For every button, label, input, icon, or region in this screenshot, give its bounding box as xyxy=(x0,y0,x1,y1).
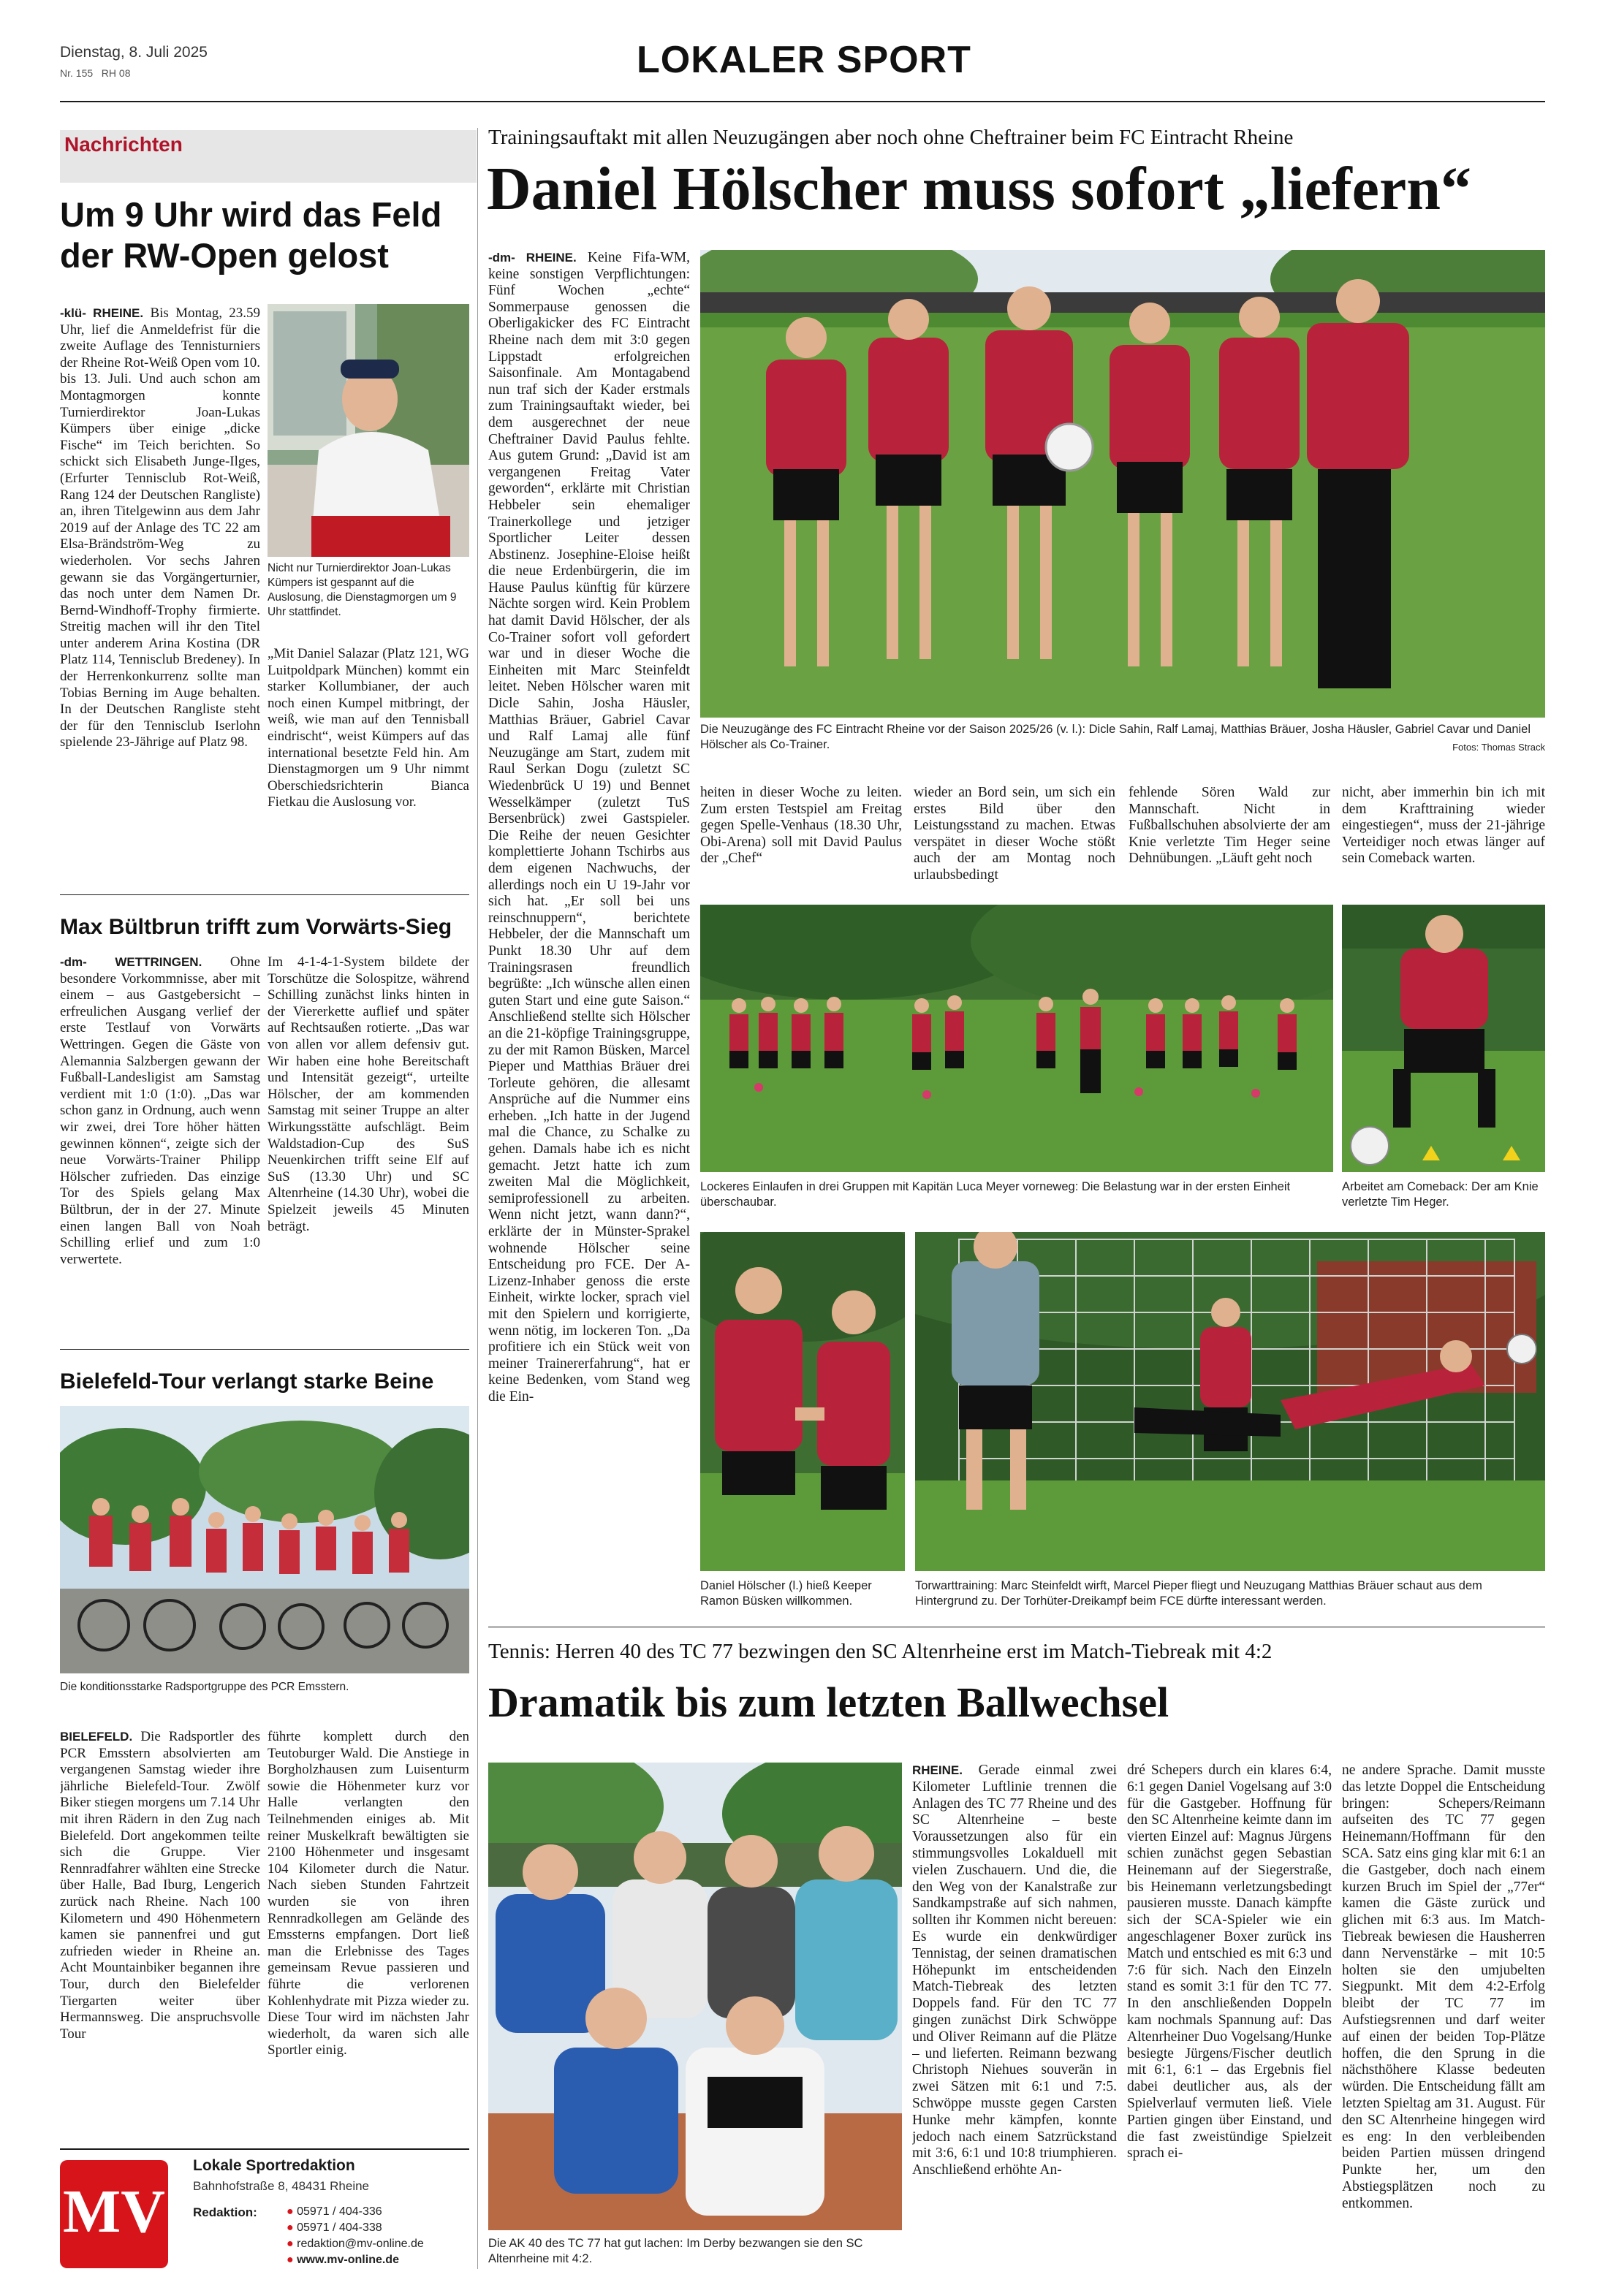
rule-rw-max xyxy=(60,894,469,895)
photo4-caption: Daniel Hölscher (l.) hieß Keeper Ramon Büsken willkommen. xyxy=(700,1579,872,1608)
main-text-col1 xyxy=(488,250,690,1613)
tour-photo-cyclists xyxy=(60,1406,469,1673)
main-text-col2: heiten in dieser Woche zu leiten. Zum ersten Testspiel am Freitag gegen Spelle-Venhaus (18.30 Uhr, Obi-Arena) soll mit David Paulus der „Chef“ xyxy=(700,785,902,867)
max-body-a: Ohne besondere Vorkommnisse, aber mit einem – aus Gastgebersicht – erfreulichen Ausgang verlief der erste Testlauf von Vorwärts Wettringen. Gegen die Gäste von Alemannia Salzbergen gewann der Fußball-Landesligist am Samstag verdient mit 1:0 (1:0). „Das war schon ganz in Ordnung, auch wenn wir zwei, drei Tore höher hätten gewinnen können“, zeigte sich der neue Vorwärts-Trainer Philipp Hölscher zufrieden. Das einzige Tor des Spiels gelang Max Bültbrun, der in der 27. Minute einen langen Ball von Noah Schilling erlief und zum 1:0 verwertete. xyxy=(60,954,260,1267)
mv-logo: MV xyxy=(60,2160,168,2268)
main-headline: Daniel Hölscher muss sofort „liefern“ xyxy=(487,155,1471,223)
tennis-body-col1: Gerade einmal zwei Kilometer Luftlinie trennen die Anlagen des TC 77 Rheine und des SC Altenrheine – beste Voraussetzungen also für ein stimmungsvolles Lokalduell mit vielen Zuschauern. Und die, die den Weg von der Kanalstraße zur Sandkampstraße auf sich nahmen, sollten ihr Kommen nicht bereuen: Es wurde ein denkwürdiger Tennistag, der seinen dramatischen Höhepunkt im entscheidenden Match-Tiebreak des letzten Doppels fand. Für den TC 77 gingen zunächst Dirk Schwöppe und Oliver Reimann auf die Plätze – und lieferten. Reimann bezwang Christoph Niehues souverän in zwei Sätzen mit 6:1 und 7:5. Schwöppe musste gegen Carsten Hunke mehr kämpfen, konnte jedoch nach einem Satzrückstand mit 3:6, 6:1 und 10:8 triumphieren. Anschließend erhöhte An- xyxy=(912,1763,1117,2178)
tour-body-a: Die Radsportler des PCR Emsstern absolvierten am vergangenen Samstag wieder ihre jährliche Bielefeld-Tour. Zwölf Biker stiegen morgens um 7.14 Uhr mit ihren Rädern in den Zug nach Bielefeld. Dort angekommen teilte sich die Gruppe. Vier Rennradfahrer wählten eine Strecke über Halle, Bad Iburg, Lengerich zurück nach Rheine. Nach 100 Kilometern und 490 Höhenmetern kamen sie pannenfrei und gut zufrieden wieder in Rheine an. Acht Mountainbiker begannen ihre Tour, durch den Bielefelder Tiergarten weiter über Hermannsweg. Die anspruchsvolle Tour xyxy=(60,1729,260,2042)
rw-open-text-b: „Mit Daniel Salazar (Platz 121, WG Luitpoldpark München) kommt ein starker Kollumbianer, der auch noch einen Kumpel mitbringt, der weiß, wie man auf den Tennisball eindrischt“, weist Kümpers auf das international besetzte Feld hin. Am Dienstagmorgen um 9 Uhr nimmt Oberschiedsrichterin Bianca Fietkau die Auslosung vor. xyxy=(268,646,469,810)
header-date: Dienstag, 8. Juli 2025 xyxy=(60,44,208,61)
phone-icon: ● xyxy=(287,2205,297,2218)
rule-contact xyxy=(60,2148,469,2150)
main-text-col3: wieder an Bord sein, um sich ein erstes Bild über den Leistungsstand zu machen. Etwas verspätet in dieser Woche stößt auch der am Montag noch urlaubsbedingt xyxy=(914,785,1115,883)
contact-label: Redaktion: xyxy=(193,2205,257,2219)
contact-email[interactable]: ● redaktion@mv-online.de xyxy=(287,2238,424,2250)
main-text-col5: nicht, aber immerhin bin ich mit dem Krafttraining wieder eingestiegen“, muss der 21-jährige Verteidiger noch etwas länger auf sein Comeback warten. xyxy=(1342,785,1545,867)
photo1-caption: Die Neuzugänge des FC Eintracht Rheine vor der Saison 2025/26 (v. l.): Dicle Sahin, Ralf Lamaj, Matthias Bräuer, Josha Häusler, Gabriel Cavar und Daniel Hölscher als Co-Trainer. xyxy=(700,723,1531,751)
tennis-headline: Dramatik bis zum letzten Ballwechsel xyxy=(488,1679,1169,1726)
photo5-caption: Torwarttraining: Marc Steinfeldt wirft, Marcel Pieper fliegt und Neuzugang Matthias Bräuer schaut aus dem Hintergrund zu. Der Torhüter-Dreikampf beim FCE dürfte interessant werden. xyxy=(915,1579,1482,1608)
max-headline: Max Bültbrun trifft zum Vorwärts-Sieg xyxy=(60,915,452,939)
contact-web[interactable]: ● www.mv-online.de xyxy=(287,2254,399,2266)
tennis-text-col1 xyxy=(912,1763,1117,2268)
rw-open-text-a xyxy=(60,305,260,875)
contact-details xyxy=(287,2204,424,2268)
max-text-a xyxy=(60,954,260,1320)
photo3-caption: Arbeitet am Comeback: Der am Knie verletzte Tim Heger. xyxy=(1342,1180,1539,1209)
column-divider xyxy=(477,128,478,2269)
rw-dateline: -klü- RHEINE. xyxy=(60,306,144,320)
photo2-caption: Lockeres Einlaufen in drei Gruppen mit Kapitän Luca Meyer vorneweg: Die Belastung war in der ersten Einheit überschaubar. xyxy=(700,1180,1291,1209)
photo1-credit: Fotos: Thomas Strack xyxy=(1452,742,1545,753)
contact-phone-2[interactable]: ● 05971 / 404-338 xyxy=(287,2221,382,2234)
tour-dateline: BIELEFELD. xyxy=(60,1730,133,1744)
photo-goalkeeper-training xyxy=(915,1232,1545,1571)
section-title: LOKALER SPORT xyxy=(637,39,971,81)
rule-max-tour xyxy=(60,1349,469,1350)
globe-icon: ● xyxy=(287,2254,297,2266)
main-kicker: Trainingsauftakt mit allen Neuzugängen aber noch ohne Cheftrainer beim FC Eintracht Rheine xyxy=(488,126,1294,149)
main-text-col4: fehlende Sören Wald zur Mannschaft. Nicht in Fußballschuhen absolvierte der am Knie verletzte Tim Heger seine Dehnübungen. „Läuft geht noch xyxy=(1129,785,1330,867)
rw-open-headline: Um 9 Uhr wird das Feld der RW-Open gelost xyxy=(60,195,442,275)
rw-photo-kuempers xyxy=(268,304,469,557)
contact-title: Lokale Sportredaktion xyxy=(193,2157,355,2174)
tennis-photo-caption: Die AK 40 des TC 77 hat gut lachen: Im Derby bezwangen sie den SC Altenrheine mit 4:2. xyxy=(488,2237,863,2265)
max-text-b: Im 4-1-4-1-System bildete der Torschütze die Solospitze, während Schilling zunächst links hinten in der Viererkette auflief und später auf Rechtsaußen rotierte. „Das war von allen vor allem defensiv gut. Wir haben eine hohe Bereitschaft und Intensität gezeigt“, urteilte Hölscher, der am kommenden Samstag mit seiner Truppe an alter Wirkungsstätte aufschlägt. Beim Waldstadion-Cup des SuS Neuenkirchen trifft seine Elf auf SuS (13.30 Uhr) und SC Altenrheine (14.30 Uhr), wobei die Spielzeit jeweils 45 Minuten beträgt. xyxy=(268,954,469,1234)
rw-body-a: Bis Montag, 23.59 Uhr, lief die Anmeldefrist für die zweite Auflage des Tennisturniers der Rheine Rot-Weiß Open vom 10. bis 13. Juli. Und auch schon am Montagmorgen konnte Turnierdirektor Joan-Lukas Kümpers über einige „dicke Fische“ im Teich berichten. So schickt sich Elisabeth Junge-Ilges, (Erfurter Tennisclub Rot-Weiß, Rang 124 der Deutschen Rangliste) an, ihren Titelgewinn aus dem Jahr 2019 auf der Anlage des TC 22 am Elsa-Brändström-Weg zu wiederholen. Vor sechs Jahren gewann sie das Vorgängerturnier, das noch unter dem Namen Dr. Bernd-Windhoff-Trophy firmierte. Streitig machen will ihr den Titel unter anderem Arina Kostina (DR Platz 114, Tennisclub Bredeney). In der Herrenkonkurrenz sollte man Tobias Berning im Auge behalten. In der Deutschen Rangliste steht der für den Tennisclub Iserlohn spielende 23-Jährige auf Platz 98. xyxy=(60,305,260,750)
photo-tennis-team xyxy=(488,1763,902,2230)
tennis-dateline: RHEINE. xyxy=(912,1763,963,1777)
photo-warm-up xyxy=(700,905,1333,1172)
fax-icon: ● xyxy=(287,2221,297,2234)
photo-hoelscher-buesken xyxy=(700,1232,905,1571)
contact-address: Bahnhofstraße 8, 48431 Rheine xyxy=(193,2179,370,2193)
tennis-text-col2: dré Schepers durch ein klares 6:4, 6:1 gegen Daniel Vogelsang auf 3:0 für die Gastgeber. Hoffnung für den SC Altenrheine keimte dann im vierten Einzel auf: Magnus Jürgens schien zunächst gegen Sebastian Heinemann auf der Siegerstraße, bis Heinemann verletzungsbedingt pausieren musste. Danach kämpfte sich der SCA-Spieler wie ein angeschlagener Boxer zurück ins Match und entschied es mit 6:3 und 7:6 für sich. Nach den Einzeln stand es somit 3:1 für den TC 77. In den anschließenden Doppeln kam nochmals Spannung auf: Das Altenrheiner Duo Vogelsang/Hunke besiegte Jürgens/Fischer deutlich mit 6:1, 6:1 – das Ergebnis fiel dabei deutlicher aus, als der Spielverlauf vermuten ließ. Viele Partien gingen über Einstand, und die fast zweistündige Spielzeit sprach ei- xyxy=(1127,1763,1332,2162)
max-dateline: -dm- WETTRINGEN. xyxy=(60,955,202,969)
tour-text-a xyxy=(60,1729,260,2138)
header-rule xyxy=(60,101,1545,102)
tennis-text-col3: ne andere Sprache. Damit musste das letzte Doppel die Entscheidung bringen: Schepers/Reimann aufseiten des TC 77 gegen Heinemann/Hoffmann für den SCA. Satz eins ging klar mit 6:1 an die Gastgeber, doch nach einem kurzen Bruch im Spiel der „77er“ kamen die Gäste zurück und glichen mit 6:3 aus. Im Match-Tiebreak bewiesen die Hausherren dann Nervenstärke – mit 10:5 holten sie den umjubelten Siegpunkt. Mit dem 4:2-Erfolg bleibt der TC 77 im Aufstiegsrennen und darf weiter auf einen der beiden Top-Plätze hoffen, die den Sprung in die nächsthöhere Klasse bedeuten würden. Die Entscheidung fällt am letzten Spieltag am 31. August. Für den SC Altenrheine hingegen wird es eng: In den verbleibenden beiden Partien müssen dringend Punkte her, um den Abstiegsplätzen noch zu entkommen. xyxy=(1342,1763,1545,2211)
contact-phone-1[interactable]: ● 05971 / 404-336 xyxy=(287,2205,382,2218)
tour-photo-caption: Die konditionsstarke Radsportgruppe des PCR Emsstern. xyxy=(60,1681,349,1693)
tour-headline: Bielefeld-Tour verlangt starke Beine xyxy=(60,1369,434,1394)
tour-text-b: führte komplett durch den Teutoburger Wald. Die Anstiege in Borgholzhausen zum Luisenturm sowie die Höhenmeter kurz vor Halle verlangten den Teilnehmenden einiges ab. Mit reiner Muskelkraft bewältigten sie 2100 Höhenmeter und insgesamt 104 Kilometer durch die Natur. Nach sieben Stunden Fahrtzeit wurden sie von ihren Rennradkollegen am Gelände des Emssterns empfangen. Dort ließ man die Erlebnisse des Tages gemeinsam Revue passieren und führte die verlorenen Kohlenhydrate mit Pizza wieder zu. Diese Tour wird im nächsten Jahr wiederholt, da waren sich alle Sportler einig. xyxy=(268,1729,469,2059)
mail-icon: ● xyxy=(287,2238,297,2250)
header-issue: Nr. 155 RH 08 xyxy=(60,67,131,79)
main-dateline: -dm- RHEINE. xyxy=(488,251,577,265)
tennis-kicker: Tennis: Herren 40 des TC 77 bezwingen den SC Altenrheine erst im Match-Tiebreak mit 4:2 xyxy=(488,1640,1273,1663)
main-body-col1: Keine Fifa-WM, keine sonstigen Verpflichtungen: Fünf Wochen „echte“ Sommerpause genossen die Oberligakicker des FC Eintracht Rheine nach dem mit 3:0 gegen Lippstadt erfolgreichen Saisonfinale. Am Montagabend nun traf sich der Kader erstmals zum Trainingsauftakt wieder, bei dem ausgerechnet der neue Cheftrainer David Paulus fehlte. Aus gutem Grund: „David ist am vergangenen Freitag Vater geworden“, erklärte mit Christian Hebbeler sein ehemaliger Trainerkollege und jetziger Sportlicher Leiter dessen Abstinenz. Josephine-Eloise heißt die neue Erdenbürgerin, die im Hause Paulus künftig für kürzere Nächte sorgen wird. Kein Problem hat damit David Hölscher, der als Co-Trainer sofort voll gefordert war und in dieser Woche die Einheiten mit Marc Steinfeldt leitet. Neben Hölscher waren mit Dicle Sahin, Josha Häusler, Matthias Bräuer, Gabriel Cavar und Ralf Lamaj alle fünf Neuzugänge am Start, zudem mit Raul Serkan Dogu (zuletzt SC Wiedenbrück U 19) und Bennet Wesselkämper (zuletzt TuS Bersenbrück) zwei Gastspieler. Die Reihe der neuen Gesichter komplettierte Johann Tschirbs aus dem eigenen Nachwuchs, der allerdings noch ein U 19-Jahr vor sich hat. „Er soll bei uns reinschnuppern“, berichtete Hebbeler, der die Mannschaft um Punkt 18.30 Uhr auf dem Trainingsrasen freundlich begrüßte: „Ich wünsche allen einen guten Start und eine gute Saison.“ Anschließend stellte sich Hölscher an die 21-köpfige Trainingsgruppe, zu der mit Ramon Büsken, Marcel Pieper und Matthias Bräuer drei Torleute gehören, die allesamt Ansprüche auf die Nummer eins erheben. „Ich hatte in der Jugend mal die Chance, zu Schalke zu gehen. Damals habe ich es nicht gemacht. Jetzt hatte ich zum zweiten Mal die Möglichkeit, semiprofessionell zu arbeiten. Wenn nicht jetzt, wann dann?“, erklärte der in Münster-Sprakel wohnende Hölscher seine Entscheidung pro FCE. Der A-Lizenz-Inhaber genoss die erste Einheit, wirkte locker, sprach viel mit den Spielern und korrigierte, wenn nötig, im lockeren Ton. „Da profitiere ich ein Stück weit von meiner Trainererfahrung“, hat er keine Bedenken, vom Stand weg die Ein- xyxy=(488,250,690,1404)
rw-photo-caption: Nicht nur Turnierdirektor Joan-Lukas Kümpers ist gespannt auf die Auslosung, die Dienstagmorgen um 9 Uhr stattfindet. xyxy=(268,562,457,618)
nachrichten-label: Nachrichten xyxy=(64,133,183,156)
photo-tim-heger xyxy=(1342,905,1545,1172)
photo-new-signings xyxy=(700,250,1545,718)
